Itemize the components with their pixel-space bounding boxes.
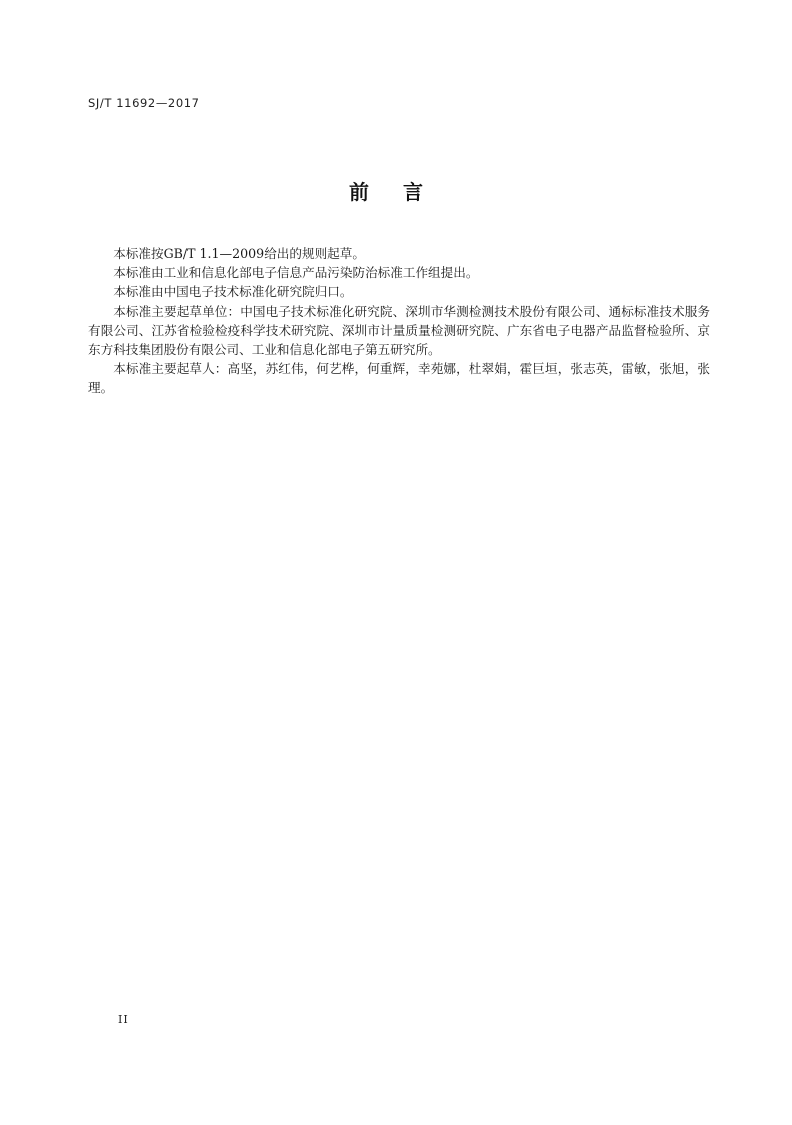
- paragraph-drafting-units: 本标准主要起草单位：中国电子技术标准化研究院、深圳市华测检测技术股份有限公司、通标标准技术服务有限公司、江苏省检验检疫科学技术研究院、深圳市计量质量检测研究院、广东省电子电器产品监督检验所、京东方科技集团股份有限公司、工业和信息化部电子第五研究所。: [88, 303, 710, 358]
- foreword-body: [88, 244, 710, 398]
- paragraph-proposer: 本标准由工业和信息化部电子信息产品污染防治标准工作组提出。: [113, 265, 479, 281]
- paragraph-centralized-unit: 本标准由中国电子技术标准化研究院归口。: [113, 284, 353, 300]
- document-code: SJ/T 11692—2017: [88, 96, 200, 110]
- paragraph-drafters: 本标准主要起草人：高坚，苏红伟，何艺桦，何重辉，幸苑娜，杜翠娟，霍巨垣，张志英，雷敏，张旭，张理。: [88, 361, 710, 396]
- page-number: II: [118, 1013, 129, 1026]
- page-title: 前言: [349, 180, 457, 204]
- paragraph-drafting-rules: 本标准按GB/T 1.1—2009给出的规则起草。: [113, 246, 365, 261]
